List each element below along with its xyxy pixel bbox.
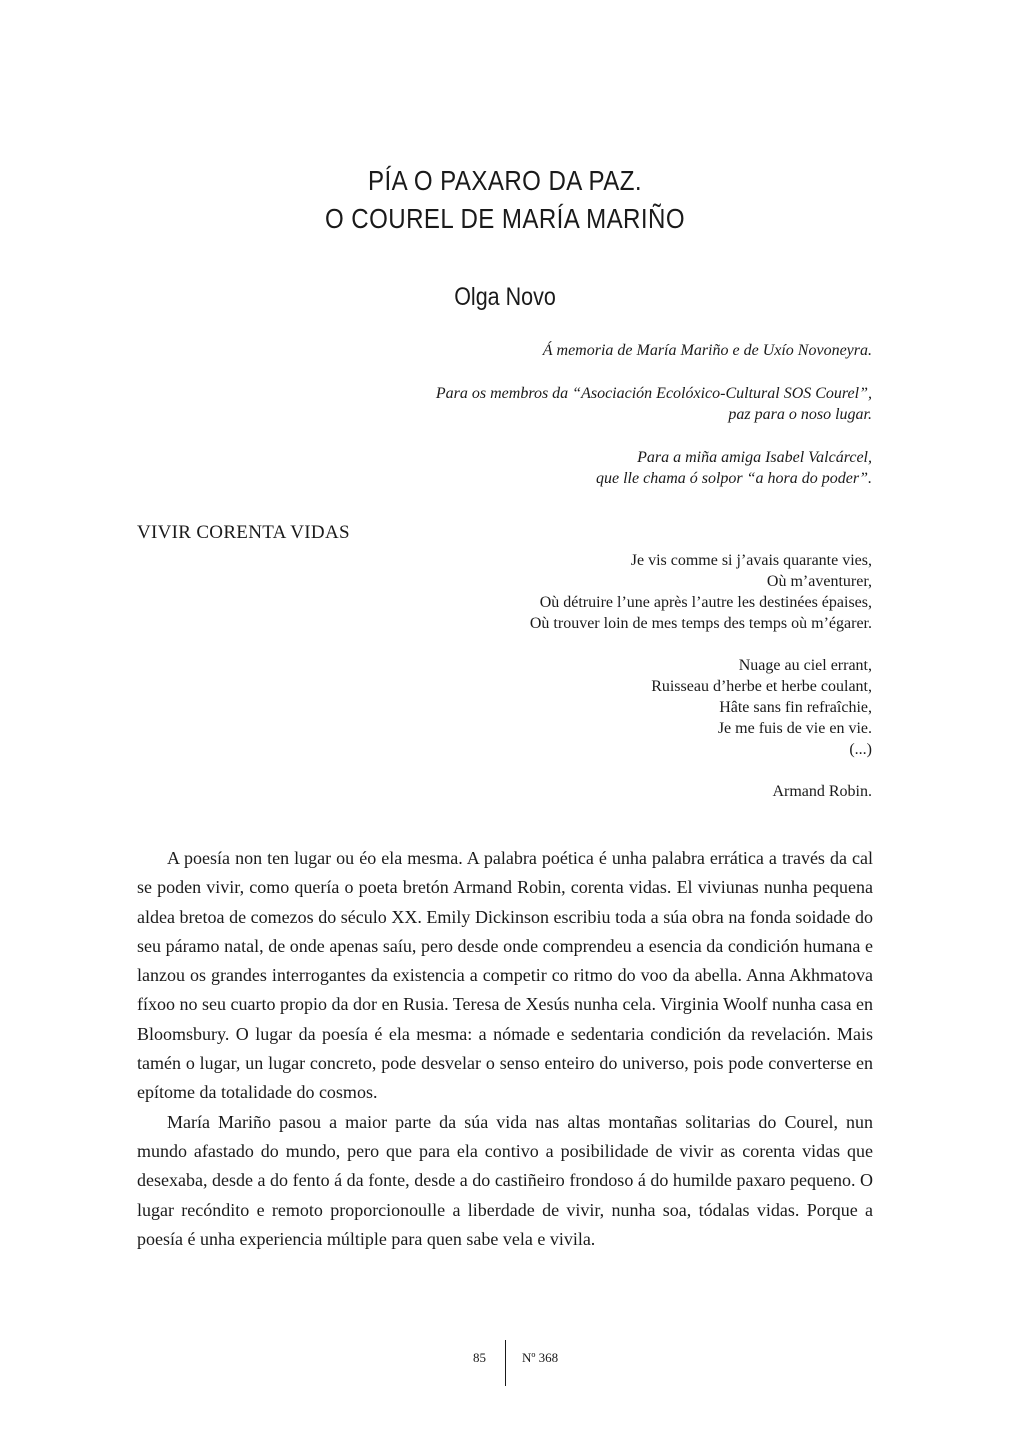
article-title xyxy=(71,162,940,238)
title-line-2: O COUREL DE MARÍA MARIÑO xyxy=(325,203,685,234)
verse-line: (...) xyxy=(849,741,872,758)
verse-line: Hâte sans fin refraîchie, xyxy=(719,699,872,716)
verse-line: Où détruire l’une après l’autre les destinées épaises, xyxy=(539,594,872,611)
title-line-1: PÍA O PAXARO DA PAZ. xyxy=(367,165,643,196)
article-body xyxy=(137,844,873,1254)
dedication-line: Para a miña amiga Isabel Valcárcel, xyxy=(637,449,872,466)
verse-line: Où trouver loin de mes temps des temps où m’égarer. xyxy=(529,615,872,632)
issue-number: Nº 368 xyxy=(522,1350,559,1365)
section-heading: VIVIR CORENTA VIDAS xyxy=(137,522,350,543)
verse-line: Ruisseau d’herbe et herbe coulant, xyxy=(651,678,872,695)
verse-line: Je me fuis de vie en vie. xyxy=(717,720,872,737)
dedications xyxy=(436,340,872,511)
dedication-3 xyxy=(436,447,872,489)
dedication-line: Á memoria de María Mariño e de Uxío Novoneyra. xyxy=(542,342,872,359)
page-footer xyxy=(0,1340,1010,1388)
author-name: Olga Novo xyxy=(454,283,556,311)
dedication-line: paz para o noso lugar. xyxy=(728,406,872,423)
epigraph-stanza-2 xyxy=(530,655,872,760)
epigraph-stanza-1 xyxy=(530,550,872,634)
body-paragraph-1: A poesía non ten lugar ou éo ela mesma. A palabra poética é unha palabra errática a través da cal se poden vivir, como quería o poeta bretón Armand Robin, corenta vidas. El viviunas nunha pequena aldea bretoa de comezos do século XX. Emily Dickinson escribiu toda a súa obra na fonda soidade do seu páramo natal, de onde apenas saíu, pero desde onde comprendeu a esencia da condición humana e lanzou os grandes interrogantes da existencia a competir co ritmo do voo da abella. Anna Akhmatova fíxoo no seu cuarto propio da dor en Rusia. Teresa de Xesús nunha cela. Virginia Woolf nunha casa en Bloomsbury. O lugar da poesía é ela mesma: a nómade e sedentaria condición da revelación. Mais tamén o lugar, un lugar concreto, pode desvelar o senso enteiro do universo, pois pode converterse en epítome da totalidade do cosmos. xyxy=(137,848,873,1103)
verse-line: Nuage au ciel errant, xyxy=(738,657,872,674)
verse-line: Je vis comme si j’avais quarante vies, xyxy=(630,552,872,569)
epigraph-attribution: Armand Robin. xyxy=(772,783,872,800)
epigraph xyxy=(530,550,872,802)
page-number: 85 xyxy=(473,1350,486,1365)
dedication-line: Para os membros da “Asociación Ecolóxico-Cultural SOS Courel”, xyxy=(435,385,872,402)
dedication-1 xyxy=(436,340,872,361)
footer-divider xyxy=(505,1340,506,1386)
dedication-2 xyxy=(436,383,872,425)
verse-line: Où m’aventurer, xyxy=(766,573,872,590)
dedication-line: que lle chama ó solpor “a hora do poder”. xyxy=(596,470,872,487)
body-paragraph-2: María Mariño pasou a maior parte da súa vida nas altas montañas solitarias do Courel, nun mundo afastado do mundo, pero que para ela contivo a posibilidade de vivir as corenta vidas que desexaba, desde a do fento á da fonte, desde a do castiñeiro frondoso á do humilde paxaro pequeno. O lugar recóndito e remoto proporcionoulle a liberdade de vivir, nunha soa, tódalas vidas. Porque a poesía é unha experiencia múltiple para quen sabe vela e vivila. xyxy=(137,1111,873,1249)
